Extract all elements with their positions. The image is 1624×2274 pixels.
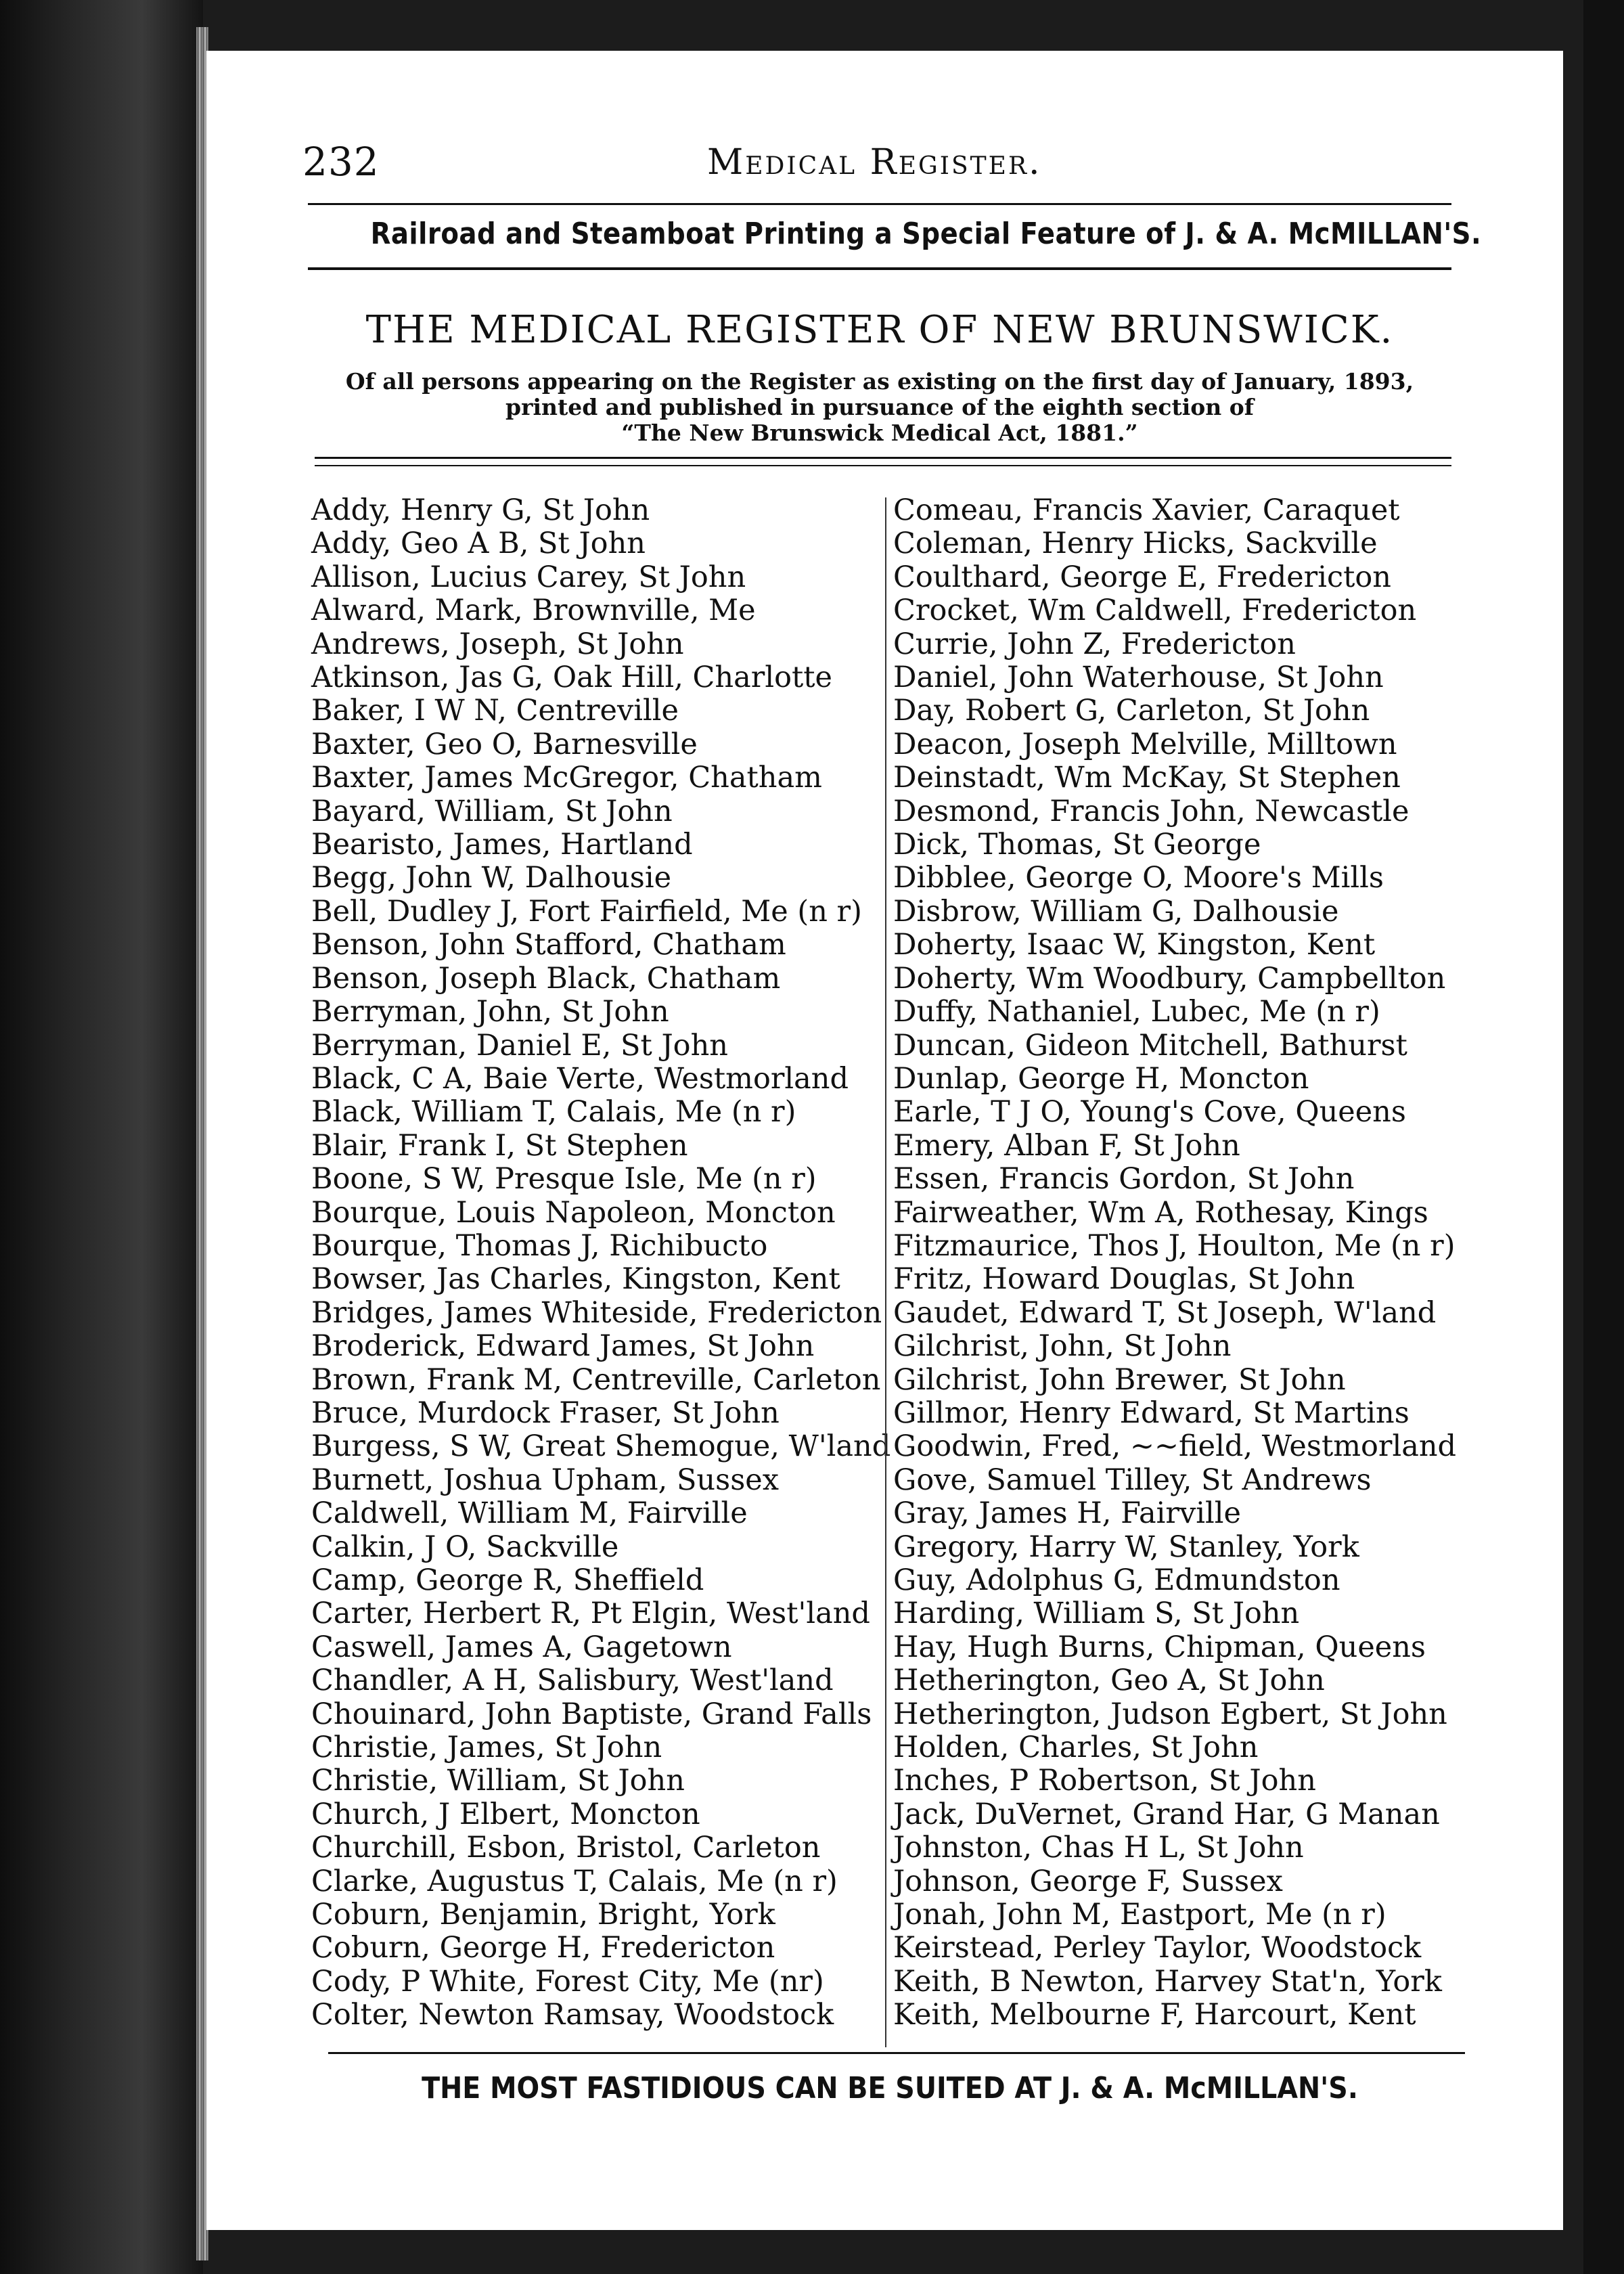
register-entry: Atkinson, Jas G, Oak Hill, Charlotte (311, 661, 832, 695)
register-entry: Gove, Samuel Tilley, St Andrews (893, 1463, 1372, 1497)
register-entry: Guy, Adolphus G, Edmundston (893, 1563, 1340, 1597)
register-entry: Clarke, Augustus T, Calais, Me (n r) (311, 1864, 838, 1898)
register-entry: Keirstead, Perley Taylor, Woodstock (893, 1931, 1422, 1965)
register-entry: Gray, James H, Fairville (893, 1496, 1241, 1531)
register-entry: Churchill, Esbon, Bristol, Carleton (311, 1831, 821, 1865)
register-entry: Caswell, James A, Gagetown (311, 1630, 732, 1664)
register-entry: Berryman, John, St John (311, 995, 669, 1029)
register-entry: Benson, John Stafford, Chatham (311, 928, 786, 962)
register-title: THE MEDICAL REGISTER OF NEW BRUNSWICK. (365, 308, 1394, 352)
footer-rule (328, 2052, 1465, 2054)
register-subtitle (301, 369, 1458, 446)
register-entry: Addy, Henry G, St John (311, 493, 650, 527)
register-entry: Bell, Dudley J, Fort Fairfield, Me (n r) (311, 894, 862, 929)
register-entry: Holden, Charles, St John (893, 1731, 1259, 1765)
register-entry: Keith, B Newton, Harvey Stat'n, York (893, 1964, 1442, 1999)
double-rule-upper (315, 457, 1451, 459)
register-entry: Alward, Mark, Brownville, Me (311, 594, 756, 628)
register-entry: Gilchrist, John Brewer, St John (893, 1362, 1346, 1397)
register-entry: Caldwell, William M, Fairville (311, 1496, 748, 1531)
register-entry: Bourque, Louis Napoleon, Moncton (311, 1195, 836, 1230)
register-entry: Bruce, Murdock Fraser, St John (311, 1396, 780, 1430)
register-entry: Duncan, Gideon Mitchell, Bathurst (893, 1028, 1407, 1063)
register-entry: Benson, Joseph Black, Chatham (311, 961, 781, 996)
register-entry: Carter, Herbert R, Pt Elgin, West'land (311, 1597, 870, 1631)
banner-rule (308, 267, 1451, 270)
register-entry: Allison, Lucius Carey, St John (311, 560, 746, 594)
register-entry: Emery, Alban F, St John (893, 1128, 1240, 1163)
register-entry: Begg, John W, Dalhousie (311, 861, 672, 895)
register-entry: Chandler, A H, Salisbury, West'land (311, 1664, 834, 1698)
register-entry: Doherty, Isaac W, Kingston, Kent (893, 928, 1376, 962)
register-entry: Coleman, Henry Hicks, Sackville (893, 527, 1378, 561)
register-entry: Comeau, Francis Xavier, Caraquet (893, 493, 1400, 527)
register-entry: Harding, William S, St John (893, 1597, 1300, 1631)
register-entry: Deinstadt, Wm McKay, St Stephen (893, 761, 1401, 795)
register-entry: Baxter, James McGregor, Chatham (311, 761, 822, 795)
register-entry: Doherty, Wm Woodbury, Campbellton (893, 961, 1446, 996)
register-entry: Addy, Geo A B, St John (311, 527, 646, 561)
register-entry: Bourque, Thomas J, Richibucto (311, 1228, 768, 1263)
register-entry: Deacon, Joseph Melville, Milltown (893, 727, 1397, 761)
register-entry: Keith, Melbourne F, Harcourt, Kent (893, 1998, 1416, 2032)
register-entry: Dick, Thomas, St George (893, 828, 1261, 862)
register-entry: Christie, James, St John (311, 1731, 662, 1765)
register-entry: Calkin, J O, Sackville (311, 1530, 619, 1564)
register-entry: Gillmor, Henry Edward, St Martins (893, 1396, 1409, 1430)
register-entry: Hetherington, Judson Egbert, St John (893, 1697, 1447, 1731)
register-entry: Berryman, Daniel E, St John (311, 1028, 728, 1063)
register-entry: Fairweather, Wm A, Rothesay, Kings (893, 1195, 1428, 1230)
register-entry: Coulthard, George E, Fredericton (893, 560, 1391, 594)
register-entry: Gregory, Harry W, Stanley, York (893, 1530, 1359, 1564)
left-entry-column (311, 494, 890, 2032)
register-entry: Coburn, Benjamin, Bright, York (311, 1898, 775, 1932)
register-entry: Disbrow, William G, Dalhousie (893, 894, 1339, 929)
book-gutter (0, 0, 203, 2274)
header-rule (308, 203, 1451, 205)
register-entry: Earle, T J O, Young's Cove, Queens (893, 1095, 1406, 1130)
register-entry: Chouinard, John Baptiste, Grand Falls (311, 1697, 872, 1731)
right-margin-shadow (1583, 0, 1624, 2274)
register-entry: Currie, John Z, Fredericton (893, 627, 1296, 661)
register-entry: Bayard, William, St John (311, 794, 673, 828)
register-entry: Blair, Frank I, St Stephen (311, 1128, 688, 1163)
register-entry: Church, J Elbert, Moncton (311, 1797, 700, 1831)
register-entry: Brown, Frank M, Centreville, Carleton (311, 1362, 881, 1397)
register-entry: Baker, I W N, Centreville (311, 694, 679, 728)
register-entry: Dunlap, George H, Moncton (893, 1061, 1309, 1096)
running-title: Medical Register. (707, 142, 1042, 183)
double-rule-lower (315, 465, 1451, 466)
register-entry: Hay, Hugh Burns, Chipman, Queens (893, 1630, 1426, 1664)
register-entry: Desmond, Francis John, Newcastle (893, 794, 1409, 828)
register-entry: Goodwin, Fred, ~~field, Westmorland (893, 1429, 1457, 1464)
register-entry: Gaudet, Edward T, St Joseph, W'land (893, 1295, 1437, 1330)
register-entry: Broderick, Edward James, St John (311, 1329, 815, 1364)
register-entry: Andrews, Joseph, St John (311, 627, 684, 661)
column-divider (885, 497, 886, 2047)
register-page (206, 51, 1563, 2230)
register-entry: Jack, DuVernet, Grand Har, G Manan (893, 1797, 1440, 1831)
register-entry: Bowser, Jas Charles, Kingston, Kent (311, 1262, 840, 1297)
register-entry: Duffy, Nathaniel, Lubec, Me (n r) (893, 995, 1380, 1029)
right-entry-column (893, 494, 1456, 2032)
register-entry: Hetherington, Geo A, St John (893, 1664, 1325, 1698)
register-entry: Fritz, Howard Douglas, St John (893, 1262, 1355, 1297)
register-entry: Crocket, Wm Caldwell, Fredericton (893, 594, 1417, 628)
register-entry: Burnett, Joshua Upham, Sussex (311, 1463, 779, 1497)
register-entry: Cody, P White, Forest City, Me (nr) (311, 1964, 824, 1999)
bottom-advertisement-banner: THE MOST FASTIDIOUS CAN BE SUITED AT J. & A. McMILLAN'S. (422, 2071, 1358, 2105)
register-entry: Inches, P Robertson, St John (893, 1764, 1316, 1798)
register-entry: Coburn, George H, Fredericton (311, 1931, 775, 1965)
register-entry: Dibblee, George O, Moore's Mills (893, 861, 1384, 895)
register-entry: Black, C A, Baie Verte, Westmorland (311, 1061, 849, 1096)
register-entry: Essen, Francis Gordon, St John (893, 1162, 1355, 1197)
register-entry: Burgess, S W, Great Shemogue, W'land (311, 1429, 891, 1464)
register-entry: Jonah, John M, Eastport, Me (n r) (893, 1898, 1386, 1932)
subtitle-line: “The New Brunswick Medical Act, 1881.” (621, 420, 1138, 446)
register-entry: Bridges, James Whiteside, Fredericton (311, 1295, 882, 1330)
register-entry: Bearisto, James, Hartland (311, 828, 693, 862)
register-entry: Gilchrist, John, St John (893, 1329, 1232, 1364)
register-entry: Daniel, John Waterhouse, St John (893, 661, 1384, 695)
top-advertisement-banner: Railroad and Steamboat Printing a Special Feature of J. & A. McMILLAN'S. (370, 217, 1482, 251)
register-entry: Fitzmaurice, Thos J, Houlton, Me (n r) (893, 1228, 1456, 1263)
register-entry: Black, William T, Calais, Me (n r) (311, 1095, 796, 1130)
register-entry: Johnson, George F, Sussex (893, 1864, 1283, 1898)
register-entry: Christie, William, St John (311, 1764, 685, 1798)
register-entry: Johnston, Chas H L, St John (893, 1831, 1304, 1865)
page-number: 232 (302, 139, 380, 185)
register-entry: Baxter, Geo O, Barnesville (311, 727, 698, 761)
register-entry: Boone, S W, Presque Isle, Me (n r) (311, 1162, 817, 1197)
register-entry: Colter, Newton Ramsay, Woodstock (311, 1998, 834, 2032)
subtitle-line: printed and published in pursuance of the eighth section of (505, 394, 1254, 420)
register-entry: Day, Robert G, Carleton, St John (893, 694, 1370, 728)
register-entry: Camp, George R, Sheffield (311, 1563, 704, 1597)
subtitle-line: Of all persons appearing on the Register as existing on the first day of January, 1893, (345, 368, 1414, 395)
